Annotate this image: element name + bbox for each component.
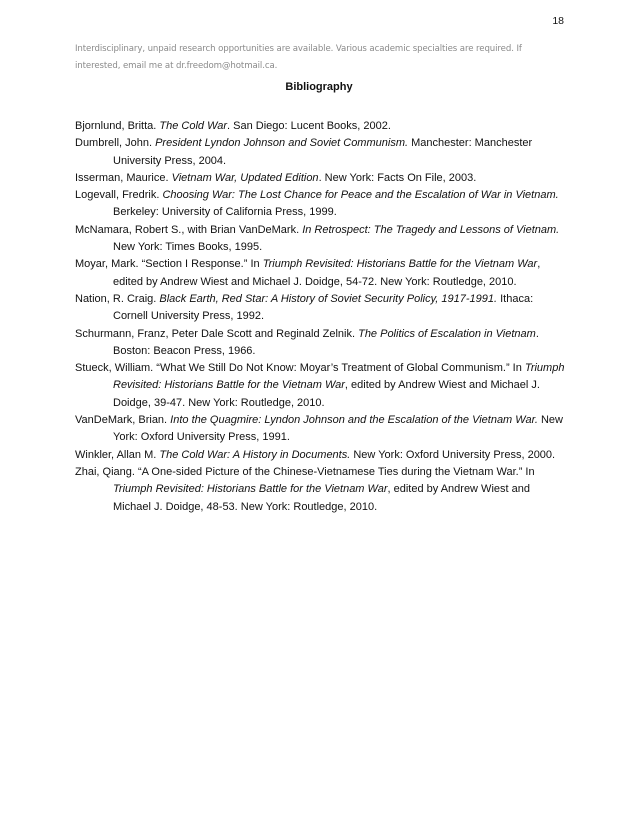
entry-title: Triumph Revisited: Historians Battle for the Vietnam War xyxy=(262,258,538,271)
entry-title: President Lyndon Johnson and Soviet Communism. xyxy=(155,137,409,150)
entry-publication: , edited by Andrew Wiest and Michael J. Doidge, 48-53. New York: Routledge, 2010. xyxy=(113,483,530,513)
page-number: 18 xyxy=(552,15,564,27)
entry-author: Stueck, William. “What We Still Do Not Know: Moyar’s Treatment of Global Communism.” In xyxy=(75,362,525,375)
entry-publication: . New York: Facts On File, 2003. xyxy=(318,171,477,184)
header-note: Interdisciplinary, unpaid research opportunities are available. Various academic specialties are required. If interested, email me at dr.freedom@hotmail.ca. xyxy=(75,44,522,71)
entry-author: Logevall, Fredrik. xyxy=(75,189,163,202)
entry-publication: , edited by Andrew Wiest and Michael J. Doidge, 39-47. New York: Routledge, 2010. xyxy=(113,379,540,409)
bibliography-entry xyxy=(75,447,567,464)
entry-author: VanDeMark, Brian. xyxy=(75,414,171,427)
entry-title: The Politics of Escalation in Vietnam xyxy=(358,327,536,340)
bibliography-entry xyxy=(75,326,567,361)
entry-author: Isserman, Maurice. xyxy=(75,171,172,184)
bibliography-entry xyxy=(75,256,567,291)
bibliography-entry xyxy=(75,360,567,412)
bibliography-entry xyxy=(75,118,567,135)
bibliography-entry xyxy=(75,222,567,257)
entry-title: Black Earth, Red Star: A History of Soviet Security Policy, 1917-1991. xyxy=(159,292,498,305)
bibliography-list xyxy=(75,118,567,516)
entry-title: Triumph Revisited: Historians Battle for the Vietnam War xyxy=(113,362,565,392)
entry-author: Nation, R. Craig. xyxy=(75,292,160,305)
entry-title: The Cold War xyxy=(159,120,228,132)
entry-author: Dumbrell, John. xyxy=(75,137,156,150)
entry-author: Moyar, Mark. “Section I Response.” In xyxy=(75,258,263,271)
entry-title: Triumph Revisited: Historians Battle for the Vietnam War xyxy=(113,483,388,496)
entry-author: Bjornlund, Britta. xyxy=(75,120,160,132)
entry-title: Into the Quagmire: Lyndon Johnson and the Escalation of the Vietnam War. xyxy=(170,414,538,427)
bibliography-entry xyxy=(75,464,567,516)
entry-publication: Manchester: Manchester University Press, 2004. xyxy=(113,137,533,167)
bibliography-entry xyxy=(75,187,567,222)
page-title: Bibliography xyxy=(285,81,353,93)
bibliography-entry xyxy=(75,291,567,326)
bibliography-entry xyxy=(75,170,567,187)
entry-publication: Ithaca: Cornell University Press, 1992. xyxy=(113,292,534,323)
bibliography-entry xyxy=(75,412,567,447)
entry-title: The Cold War: A History in Documents. xyxy=(159,448,351,461)
entry-title: Choosing War: The Lost Chance for Peace and the Escalation of War in Vietnam. xyxy=(162,189,559,202)
entry-publication: New York: Times Books, 1995. xyxy=(113,241,263,254)
entry-author: McNamara, Robert S., with Brian VanDeMark. xyxy=(75,223,303,236)
entry-publication: . San Diego: Lucent Books, 2002. xyxy=(227,120,391,132)
entry-publication: . Boston: Beacon Press, 1966. xyxy=(113,327,539,357)
entry-author: Schurmann, Franz, Peter Dale Scott and Reginald Zelnik. xyxy=(75,327,359,340)
entry-title: Vietnam War, Updated Edition xyxy=(171,171,319,184)
entry-publication: , edited by Andrew Wiest and Michael J. Doidge, 54-72. New York: Routledge, 2010. xyxy=(113,258,541,288)
bibliography-entry xyxy=(75,135,567,170)
entry-author: Winkler, Allan M. xyxy=(75,448,160,461)
entry-publication: New York: Oxford University Press, 1991. xyxy=(113,414,563,444)
entry-publication: Berkeley: University of California Press, 1999. xyxy=(113,206,337,219)
entry-publication: New York: Oxford University Press, 2000. xyxy=(350,448,556,461)
entry-title: In Retrospect: The Tragedy and Lessons of Vietnam. xyxy=(302,223,560,236)
entry-author: Zhai, Qiang. “A One-sided Picture of the Chinese-Vietnamese Ties during the Vietnam War.” In xyxy=(75,465,535,478)
